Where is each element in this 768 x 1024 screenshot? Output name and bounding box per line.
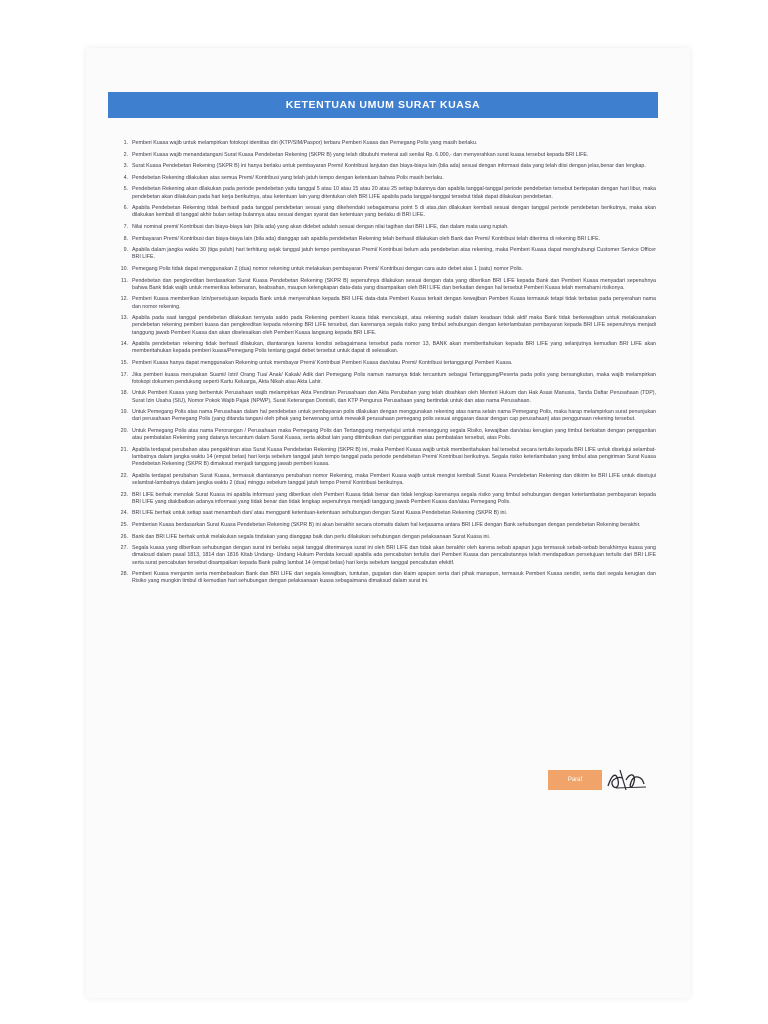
- document-title-banner: [108, 92, 658, 118]
- clause-item: [114, 510, 656, 517]
- clause-item: [114, 266, 656, 273]
- clause-number: 14.: [120, 341, 128, 348]
- clause-number: 7.: [123, 223, 128, 230]
- clause-item: [114, 473, 656, 487]
- clause-text: BRI LIFE berhak menolak Surat Kuasa ini apabila informasi yang diberikan oleh Pemberi Kuasa tidak benar dan tidak lengkap karenanya segala risiko yang timbul sehubungan dengan keterlambatan pembayaran kepada BRI LIFE yang diakibatkan adanya informasi yang tidak benar dan tidak lengkap sepenuhnya menjadi tanggung jawab Pemberi Kuasa dan/atau Pemegang Polis.: [132, 491, 656, 505]
- clause-text: Apabila dalam jangka waktu 30 (tiga puluh) hari terhitung sejak tanggal jatuh tempo pembayaran Premi/ Kontribusi belum ada pendebetan atas rekening, maka Pemberi Kuasa dapat menghubungi Customer Service Officer BRI LIFE.: [132, 247, 656, 261]
- clause-number: 21.: [120, 446, 128, 453]
- clause-text: Untuk Pemegang Polis atas nama Perorangan / Perusahaan maka Pemegang Polis dan Tertanggung menyetujui untuk menanggung segala Risiko, kewajiban dan/atau kerugian yang timbul berkaitan dengan penggantian atau pembatalan Rekening yang datanya tercantum dalam Surat Kuasa, serta akibat lain yang ditimbulkan dari penggantian atau pembatalan tersebut, atas Polis.: [132, 427, 656, 442]
- clause-number: 2.: [123, 151, 128, 158]
- clause-number: 20.: [120, 427, 128, 434]
- clause-text: Pemberi Kuasa memberikan Izin/persetujuan kepada Bank untuk menyerahkan kepada BRI LIFE data-data Pemberi Kuasa terkait dengan kewajiban Pemberi Kuasa termasuk tetapi tidak terbatas pada penyerahan nama dan nomor rekening.: [132, 296, 656, 310]
- clause-number: 1.: [123, 140, 128, 146]
- clause-number: 13.: [120, 315, 128, 322]
- clause-number: 18.: [120, 390, 128, 397]
- clause-text: Apabila pada saat tanggal pendebetan dilakukan ternyata saldo pada Rekening pemberi kuasa tidak mencukupi, atau rekening sudah dalam keadaan tidak aktif maka Bank tidak berkewajiban untuk melaksanakan pendebetan rekening pemberi kuasa dan pengkreditan kepada rekening BRI LIFE tersebut, dan karenanya segala risiko yang timbul sehubungan dengan keterlambatan pembayaran kepada BRI LIFE sepenuhnya menjadi tanggung jawab Pemberi Kuasa dan akan diselesaikan oleh Pemberi Kuasa langsung kepada BRI LIFE.: [132, 315, 656, 336]
- clause-number: 9.: [123, 247, 128, 254]
- clause-text: Apabila terdapat perubahan atau pengakhiran atas Surat Kuasa Pendebetan Rekening (SKPR B) ini, maka Pemberi Kuasa wajib untuk memberitahukan hal tersebut secara tertulis kepada BRI LIFE untuk disetujui selambat-lambatnya dalam jangka waktu 14 (empat belas) hari kerja sebelum tanggal jatuh tempo tanggal pada periode pendebetan Premi/ Kontribusi berikutnya. Segala risiko keterlambatan yang timbul atas pengiriman Surat Kuasa Pendebetan Rekening (SKPR B) dimaksud menjadi tanggung jawab pemberi kuasa.: [132, 446, 656, 468]
- clause-item: [114, 409, 656, 423]
- clause-number: 11.: [121, 277, 128, 284]
- clause-item: [114, 152, 656, 159]
- clause-number: 26.: [120, 533, 128, 540]
- clause-text: Surat Kuasa Pendebetan Rekening (SKPR B) ini hanya berlaku untuk pembayaran Premi/ Kontribusi lanjutan dan biaya-biaya lain (bila ada) sesuai dengan informasi data yang telah diisi dengan jelas,benar dan lengkap.: [132, 163, 646, 170]
- clause-number: 8.: [123, 235, 128, 242]
- clause-number: 6.: [123, 205, 128, 212]
- clause-text: Pemegang Polis tidak dapat menggunakan 2 (dua) nomor rekening untuk melakukan pembayaran Premi/ Kontribusi dengan cara auto debet atas 1 (satu) nomor Polis.: [132, 265, 524, 272]
- clause-text: Pendebetan Rekening dilakukan atas semua Premi/ Kontribusi yang telah jatuh tempo dengan ketentuan bahwa Polis masih berlaku.: [132, 174, 444, 181]
- clause-item: [114, 545, 656, 567]
- clause-item: [114, 296, 656, 310]
- clause-text: Untuk Pemegang Polis atas nama Perusahaan dalam hal pendebetan untuk pembayaran polis dilakukan dengan menggunakan rekening atas nama selain nama Pemegang Polis, maka harap melampirkan surat penunjukan dari perusahaan Pemegang Polis (yang ditanda tangani oleh pihak yang berwenang untuk mewakili perusahaan pemegang polis sesuai anggaran dasar dengan cap perusahaan) atas penggunaan rekening tersebut.: [132, 409, 656, 423]
- clause-text: Untuk Pemberi Kuasa yang berbentuk Perusahaan wajib melampirkan Akta Pendirian Perusahaan dan Akta Perubahan yang telah disahkan oleh Menteri Hukum dan Hak Asasi Manusia, Tanda Daftar Perusahaan (TDP), Surat Izin Usaha (SIU), Nomor Pokok Wajib Pajak (NPWP), Surat Keterangan Domisili, dan KTP Pengurus Perusahaan yang bertindak untuk dan atas nama Perusahaan.: [132, 390, 656, 404]
- clause-text: Pemberi Kuasa hanya dapat menggunakan Rekening untuk membayar Premi/ Kontribusi Pemberi Kuasa dan/atau Premi/ Kontribusi tertanggung/ Pemberi Kuasa.: [132, 359, 513, 366]
- clause-item: [114, 278, 656, 292]
- clause-number: 3.: [123, 163, 128, 170]
- clause-number: 28.: [120, 571, 128, 578]
- clause-text: Apabila terdapat perubahan Surat Kuasa, termasuk diantaranya perubahan nomor Rekening, maka Pemberi Kuasa wajib untuk mengisi kembali Surat Kuasa Pendebetan Rekening dan dikirim ke BRI LIFE untuk disetujui selambat-lambatnya dalam jangka waktu 2 (dua) minggu sebelum tanggal jatuh tempo Premi/ Kontribusi berikutnya.: [132, 472, 656, 486]
- clause-item: [114, 341, 656, 355]
- clause-number: 15.: [120, 359, 128, 366]
- clause-item: [114, 372, 656, 386]
- clause-text: Pemberi Kuasa wajib menandatangani Surat Kuasa Pendebetan Rekening (SKPR B) yang telah dibubuhi meterai asli senilai Rp. 6.000,- dan menyerahkan surat kuasa tersebut kepada BRI LIFE.: [132, 151, 589, 158]
- clause-item: [114, 163, 656, 170]
- clause-list: [114, 140, 656, 590]
- clause-number: 10.: [120, 265, 128, 272]
- clause-text: Bank dan BRI LIFE berhak untuk melakukan segala tindakan yang dianggap baik dan perlu dilakukan sehubungan dengan pelaksanaan Surat Kuasa ini.: [132, 533, 491, 540]
- clause-item: [114, 315, 656, 337]
- clause-text: Pemberi Kuasa menjamin serta membebaskan Bank dan BRI LIFE dari segala kewajiban, tuntutan, gugatan dan klaim apapun serta dari pihak manapun, termasuk Pemberi Kuasa sendiri, serta dari segala kerugian dan Risiko yang mungkin timbul di kemudian hari sehubungan dengan pelaksanaan kuasa sebagaimana dimaksud dalam surat ini.: [132, 571, 656, 585]
- clause-text: Pemberi Kuasa wajib untuk melampirkan fotokopi identitas diri (KTP/SIM/Paspor) terbaru Pemberi Kuasa dan Pemegang Polis yang masih berlaku.: [132, 140, 478, 146]
- clause-text: Pembayaran Premi/ Kontribusi dan biaya-biaya lain (bila ada) dianggap sah apabila pendebetan Rekening telah berhasil dilakukan oleh Bank dan Premi/ Kontribusi telah diterima di rekening BRI LIFE.: [132, 235, 601, 242]
- clause-item: [114, 534, 656, 541]
- clause-item: [114, 236, 656, 243]
- clause-item: [114, 571, 656, 585]
- clause-item: [114, 175, 656, 182]
- clause-number: 17.: [120, 371, 128, 378]
- clause-item: [114, 186, 656, 200]
- clause-text: Pendebetan Rekening akan dilakukan pada periode pendebetan yaitu tanggal 5 atau 10 atau 15 atau 20 atau 25 setiap bulannya dan apabila tanggal-tanggal periode pendebetan tersebut bertepatan dengan hari libur, maka pendebetan akan dilakukan pada hari kerja berikutnya, atau ketentuan lain yang ditentukan oleh BRI LIFE apabila pada tanggal-tanggal tersebut tidak dapat dilakukan pendebetan.: [132, 186, 656, 200]
- clause-text: Jika pemberi kuasa merupakan Suami/ Istri/ Orang Tua/ Anak/ Kakak/ Adik dari Pemegang Polis namun namanya tidak tercantum sebagai Tertanggung/Peserta pada polis yang bersangkutan, maka wajib melampirkan fotokopi dokumen pendukung seperti Kartu Keluarga, Akta Nikah atau Akta Lahir.: [132, 371, 656, 385]
- clause-number: 27.: [120, 545, 128, 552]
- clause-text: Apabila Pendebetan Rekening tidak berhasil pada tanggal pendebetan sesuai yang dikehendaki sebagaimana point 5 di atas,dan dilakukan kembali sesuai dengan tanggal periode pendebetan berikutnya, maka akan dilakukan kembali di tanggal akhir bulan setiap bulannya atau sesuai dengan syarat dan ketentuan yang berlaku di BRI LIFE.: [132, 205, 656, 219]
- clause-item: [114, 205, 656, 219]
- clause-item: [114, 140, 656, 147]
- clause-item: [114, 428, 656, 442]
- clause-number: 25.: [120, 521, 128, 528]
- clause-item: [114, 492, 656, 506]
- clause-text: Segala kuasa yang diberikan sehubungan dengan surat ini berlaku sejak tanggal diterimanya surat ini oleh BRI LIFE dan tidak akan berakhir oleh karena sebab apapun juga termasuk sebab-sebab berakhirnya kuasa yang dimaksud dalam pasal 1813, 1814 dan 1816 Kitab Undang- Undang Hukum Perdata kecuali apabila ada pencabutan tertulis dari Pemberi Kuasa dan pencabutannya telah mendapatkan persetujuan tertulis dari BRI LIFE serta surat pencabutan tersebut disampaikan kepada Bank paling lambat 14 (empat belas) hari kerja sebelum tanggal pencabutan efektif.: [132, 545, 656, 566]
- clause-item: [114, 522, 656, 529]
- clause-number: 24.: [120, 510, 128, 517]
- clause-number: 19.: [120, 409, 128, 416]
- document-page: [86, 48, 690, 998]
- clause-number: 22.: [120, 472, 128, 479]
- clause-item: [114, 360, 656, 367]
- clause-number: 12.: [120, 296, 128, 303]
- clause-text: BRI LIFE berhak untuk setiap saat menambah dan/ atau mengganti ketentuan-ketentuan sehubungan dengan Surat Kuasa Pendebetan Rekening (SKPR B) ini.: [132, 510, 508, 517]
- clause-text: Nilai nominal premi/ Kontribusi dan biaya-biaya lain (bila ada) yang akan didebet adalah sesuai dengan nilai tagihan dari BRI LIFE, dan dalam mata uang rupiah.: [132, 223, 509, 230]
- clause-text: Pendebetan dan pengkreditan berdasarkan Surat Kuasa Pendebetan Rekening (SKPR B) sepenuhnya dilakukan sesuai dengan data yang diberikan BRI LIFE kepada Bank dan Pemberi Kuasa menyadari sepenuhnya bahwa Bank tidak wajib untuk memeriksa kebenaran, keabsahan, maupun kelengkapan data-data yang disampaikan oleh BRI LIFE dan berkaitan dengan hal tersebut Pemberi Kuasa telah memahami risikonya.: [132, 277, 656, 291]
- clause-text: Apabila pendebetan rekening tidak berhasil dilakukan, diantaranya karena kondisi sebagaimana tersebut pada nomor 13, BANK akan memberitahukan kepada BRI LIFE yang selanjutnya kemudian BRI LIFE akan memberitahukan kepada pemberi kuasa/Pemegang Polis tentang gagal debet tersebut untuk dapat di selesaikan.: [132, 341, 656, 355]
- clause-text: Pemberian Kuasa berdasarkan Surat Kuasa Pendebetan Rekening (SKPR B) ini akan berakhir secara otomatis dalam hal kerjasama antara BRI LIFE dengan Bank sehubungan dengan pendebetan Rekening berakhir.: [132, 521, 641, 528]
- clause-item: [114, 447, 656, 469]
- clause-number: 5.: [123, 186, 128, 193]
- paraf-label: Paraf: [567, 777, 583, 783]
- clause-item: [114, 390, 656, 404]
- clause-item: [114, 247, 656, 261]
- handwritten-signature-icon: [602, 766, 656, 794]
- document-title: KETENTUAN UMUM SURAT KUASA: [285, 99, 481, 111]
- paraf-box: [548, 770, 602, 790]
- clause-number: 4.: [123, 174, 128, 181]
- clause-number: 23.: [120, 491, 128, 498]
- clause-item: [114, 224, 656, 231]
